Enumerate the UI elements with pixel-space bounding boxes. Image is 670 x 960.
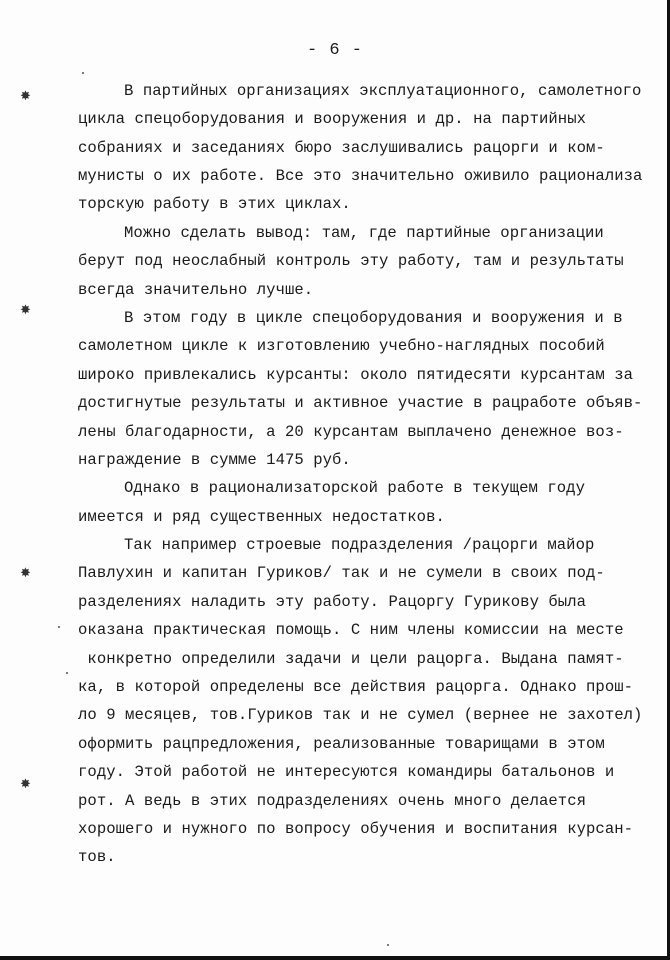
text-line: В партийных организациях эксплуатационного, самолетного	[124, 82, 642, 100]
text-line: ло 9 месяцев, тов.Гуриков так и не сумел (вернее не захотел)	[78, 706, 643, 724]
scan-speck	[387, 944, 389, 946]
margin-mark-icon: ✸	[20, 303, 31, 318]
text-line: Павлухин и капитан Гуриков/ так и не сумели в своих под-	[78, 564, 605, 582]
text-line: году. Этой работой не интересуются командиры батальонов и	[78, 763, 615, 781]
scan-speck	[82, 72, 84, 74]
text-line: Можно сделать вывод: там, где партийные организации	[124, 224, 604, 242]
text-line: берут под неослабный контроль эту работу, там и результаты	[78, 252, 624, 270]
text-line: торскую работу в этих циклах.	[78, 195, 351, 213]
scan-edge-bottom	[0, 956, 670, 960]
text-line: ка, в которой определены все действия рацорга. Однако прош-	[78, 678, 634, 696]
scan-speck	[66, 672, 68, 674]
text-line: рот. А ведь в этих подразделениях очень много делается	[78, 792, 587, 810]
text-line: В этом году в цикле спецоборудования и вооружения и в	[124, 309, 623, 327]
text-line: имеется и ряд существенных недостатков.	[78, 508, 445, 526]
text-line: широко привлекались курсанты: около пятидесяти курсантам за	[78, 366, 634, 384]
text-line: самолетном цикле к изготовлению учебно-наглядных пособий	[78, 337, 605, 355]
text-line: оформить рацпредложения, реализованные товарищами в этом	[78, 735, 605, 753]
margin-mark-icon: ✸	[20, 777, 31, 792]
text-line: оказана практическая помощь. С ним члены комиссии на месте	[78, 621, 624, 639]
text-line: всегда значительно лучше.	[78, 281, 314, 299]
text-line: Однако в рационализаторской работе в текущем году	[124, 479, 585, 497]
text-line: собраниях и заседаниях бюро заслушивались рацорги и ком-	[78, 139, 605, 157]
text-line: разделениях наладить эту работу. Рацоргу Гурикову была	[78, 593, 587, 611]
text-line: Так например строевые подразделения /рацорги майор	[124, 536, 595, 554]
text-line: хорошего и нужного по вопросу обучения и воспитания курсан-	[78, 820, 634, 838]
margin-mark-icon: ✸	[20, 566, 31, 581]
text-line: цикла спецоборудования и вооружения и др. на партийных	[78, 110, 587, 128]
text-line: конкретно определили задачи и цели рацорга. Выдана памят-	[78, 650, 624, 668]
margin-mark-icon: ✸	[20, 89, 31, 104]
text-line: достигнутые результаты и активное участие в рацработе объяв-	[78, 394, 643, 412]
text-line: награждение в сумме 1475 руб.	[78, 451, 351, 469]
text-line: тов.	[78, 848, 116, 866]
page-number: - 6 -	[306, 41, 363, 60]
text-line: лены благодарности, а 20 курсантам выплачено денежное воз-	[78, 423, 624, 441]
scan-speck	[58, 626, 60, 628]
text-line: мунисты о их работе. Все это значительно оживило рационализа	[78, 167, 643, 185]
